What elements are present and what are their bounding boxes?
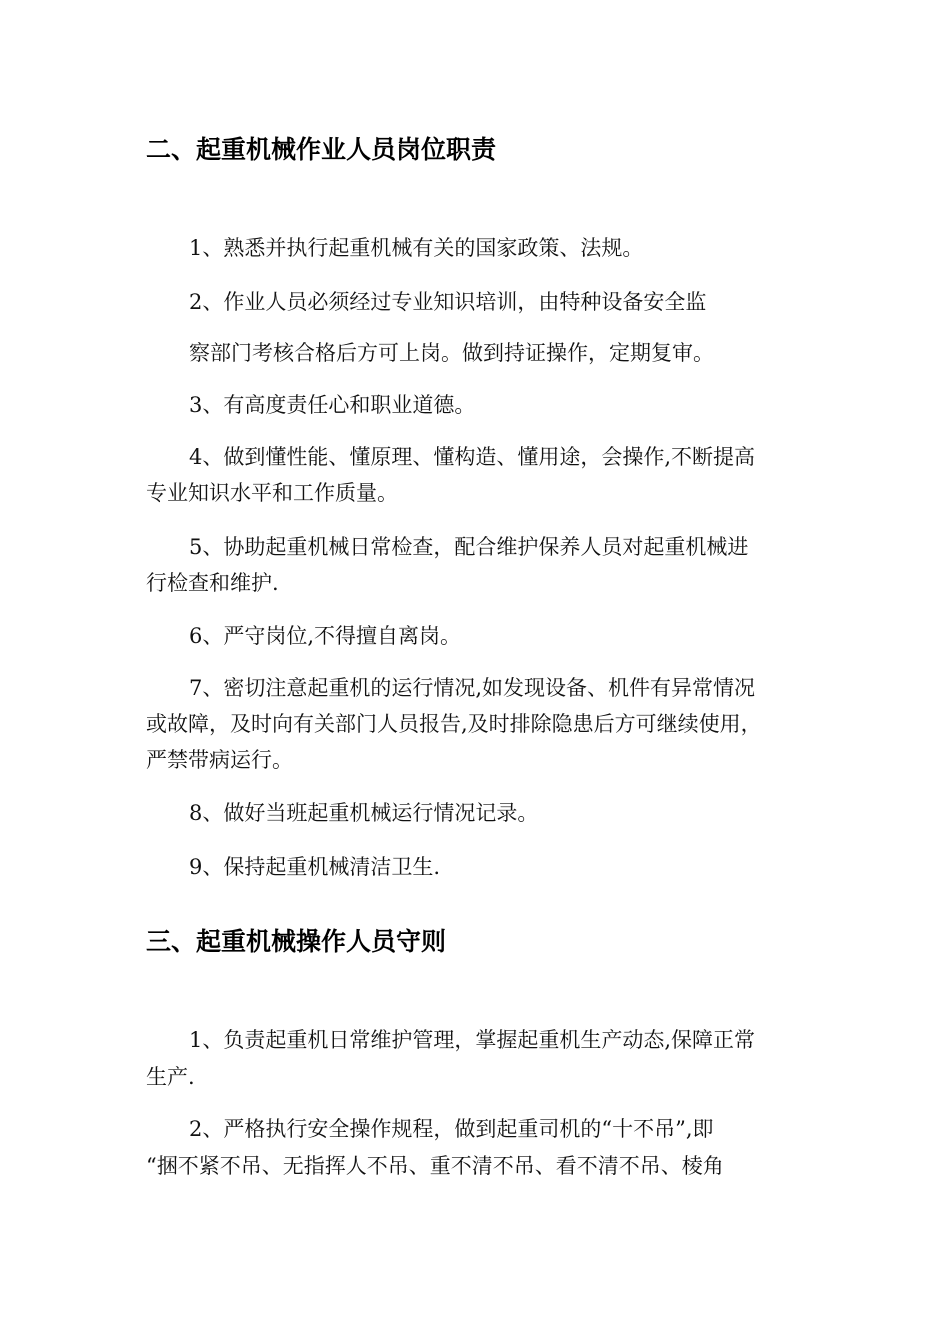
paragraph-line: 4、做到懂性能、懂原理、懂构造、懂用途，会操作,不断提高 <box>189 445 756 469</box>
paragraph-line: 8、做好当班起重机械运行情况记录。 <box>189 801 539 825</box>
paragraph-line: “捆不紧不吊、无指挥人不吊、重不清不吊、看不清不吊、棱角 <box>146 1154 724 1178</box>
section-heading: 三、起重机械操作人员守则 <box>146 927 447 956</box>
paragraph-line: 行检查和维护. <box>146 571 279 595</box>
paragraph-line: 1、负责起重机日常维护管理，掌握起重机生产动态,保障正常 <box>189 1028 756 1052</box>
section-heading: 二、起重机械作业人员岗位职责 <box>146 135 497 164</box>
paragraph-line: 察部门考核合格后方可上岗。做到持证操作，定期复审。 <box>189 341 714 365</box>
paragraph-line: 6、严守岗位,不得擅自离岗。 <box>189 624 462 648</box>
paragraph-line: 2、作业人员必须经过专业知识培训，由特种设备安全监 <box>189 290 707 314</box>
paragraph-line: 或故障，及时向有关部门人员报告,及时排除隐患后方可继续使用， <box>146 712 762 736</box>
paragraph-line: 严禁带病运行。 <box>146 748 293 772</box>
paragraph-line: 9、保持起重机械清洁卫生. <box>189 855 441 879</box>
paragraph-line: 5、协助起重机械日常检查，配合维护保养人员对起重机械进 <box>189 535 749 559</box>
paragraph-line: 专业知识水平和工作质量。 <box>146 481 398 505</box>
paragraph-line: 1、熟悉并执行起重机械有关的国家政策、法规。 <box>189 236 644 260</box>
paragraph-line: 生产. <box>146 1065 195 1089</box>
paragraph-line: 2、严格执行安全操作规程，做到起重司机的“十不吊”,即 <box>189 1117 714 1141</box>
paragraph-line: 7、密切注意起重机的运行情况,如发现设备、机件有异常情况 <box>189 676 756 700</box>
paragraph-line: 3、有高度责任心和职业道德。 <box>189 393 476 417</box>
